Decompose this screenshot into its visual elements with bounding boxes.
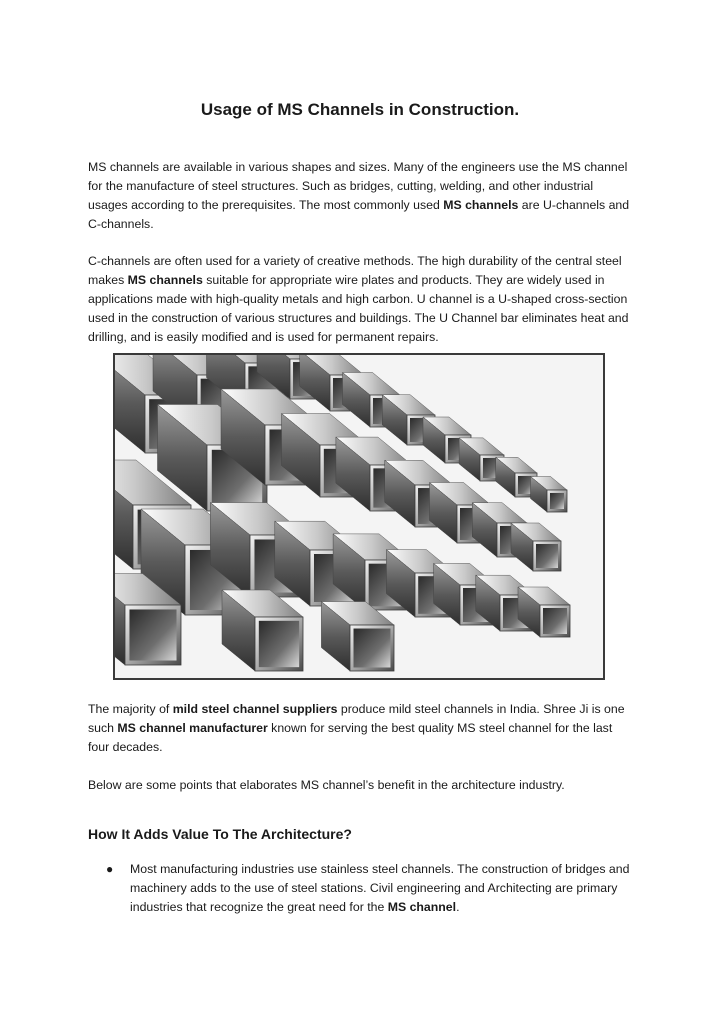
paragraph-suppliers-text-2: produce mild steel channels in India. Shree Ji is one such [88,702,625,735]
paragraph-intro-bold: MS channels [443,198,519,212]
bullet-text-2: . [456,900,460,914]
paragraph-intro [88,158,636,234]
paragraph-benefits-intro: Below are some points that elaborates MS channel’s benefit in the architecture industry. [88,778,565,792]
section-heading: How It Adds Value To The Architecture? [88,826,352,842]
steel-tube [531,477,568,513]
steel-channels-photo [113,353,605,680]
bullet-bold: MS channel [387,900,457,914]
bullet-list [88,860,636,917]
document-title: Usage of MS Channels in Construction. [200,100,520,119]
paragraph-c-channels-text-2: suitable for appropriate wire plates and products. They are widely used in applications made with high-quality metals and high carbon. U channel is a U-shaped cross-section used in the construction of various structures and buildings. The U Channel bar eliminates heat and drilling, and is easily modified and is used for permanent repairs. [88,273,629,344]
paragraph-suppliers-bold-2: MS channel manufacturer [117,721,268,735]
paragraph-c-channels-bold: MS channels [127,273,203,287]
steel-channels-illustration [115,355,603,678]
paragraph-c-channels-text-1: C-channels are often used for a variety of creative methods. The high durability of the central steel makes [88,254,622,287]
paragraph-suppliers-bold-1: mild steel channel suppliers [172,702,338,716]
paragraph-intro-text-2: are U-channels and C-channels. [88,198,630,231]
paragraph-suppliers-text-3: known for serving the best quality MS steel channel for the last four decades. [88,721,613,754]
bullet-item [88,860,636,917]
steel-tube [511,523,561,571]
paragraph-intro-text-1: MS channels are available in various shapes and sizes. Many of the engineers use the MS channel for the manufacture of steel structures. Such as bridges, cutting, welding, and other industrial usages according to the prerequisites. The most commonly used [88,160,628,212]
bullet-dot-icon: ● [106,862,114,876]
paragraph-c-channels [88,252,636,347]
paragraph-suppliers [88,700,636,757]
bullet-text-1: Most manufacturing industries use stainless steel channels. The construction of bridges and machinery adds to the use of steel stations. Civil engineering and Architecting are primary industries that recognize the great need for the [130,862,630,914]
steel-tube [321,602,394,671]
paragraph-suppliers-text-1: The majority of [88,702,173,716]
steel-tube [222,590,303,671]
